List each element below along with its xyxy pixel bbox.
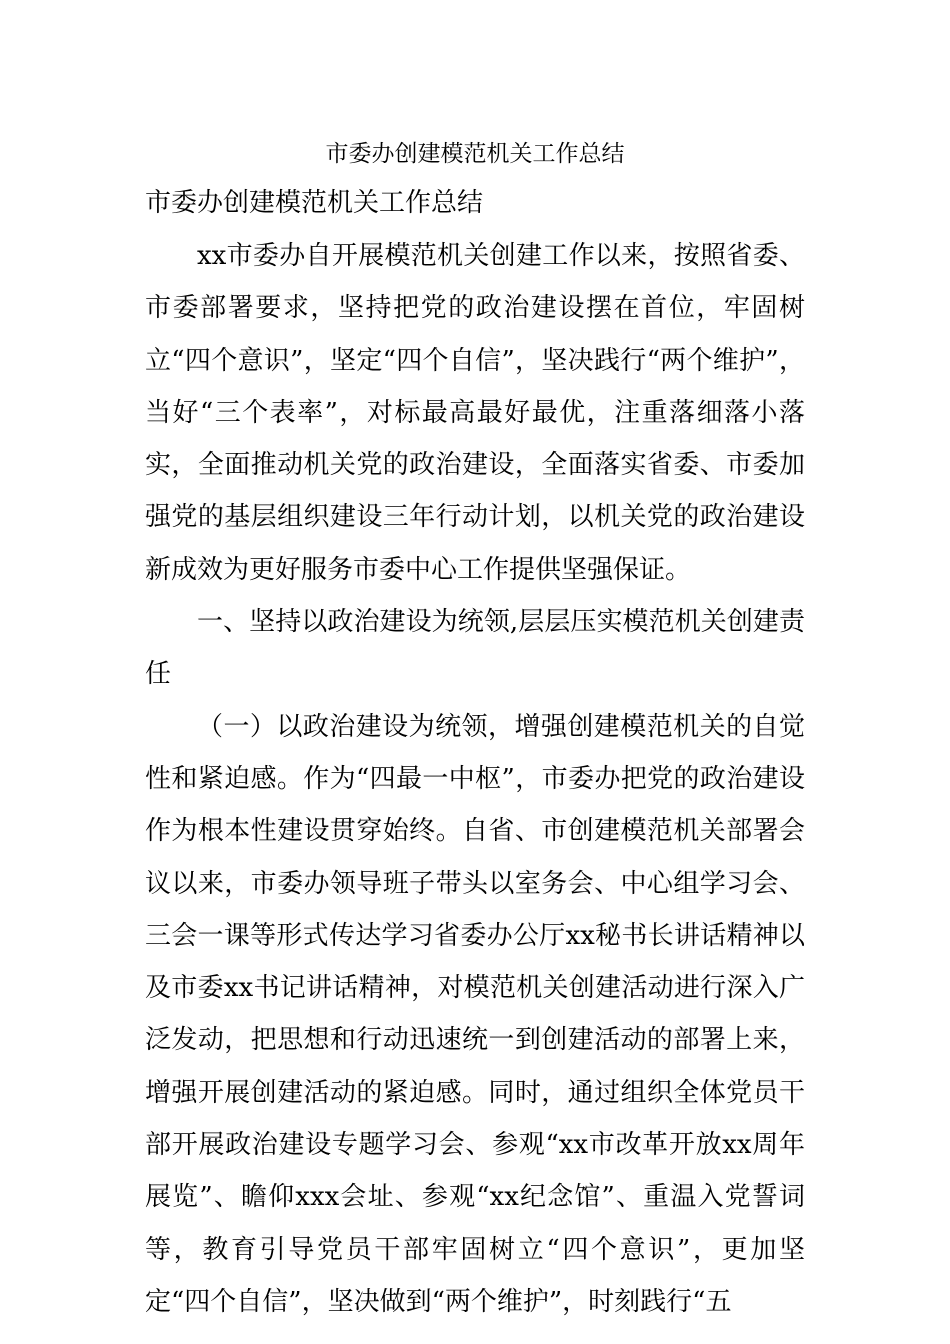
section-heading-1: 一、坚持以政治建设为统领,层层压实模范机关创建责任 <box>145 607 805 690</box>
paragraph-section-1-1: （一）以政治建设为统领，增强创建模范机关的自觉性和紧迫感。作为“四最一中枢”，市委办把党的政治建设作为根本性建设贯穿始终。自省、市创建模范机关部署会议以来，市委办领导班子带头以室务会、中心组学习会、三会一课等形式传达学习省委办公厅xx秘书长讲话精神以及市委xx书记讲话精神，对模范机关创建活动进行深入广泛发动，把思想和行动迅速统一到创建活动的部署上来，增强开展创建活动的紧迫感。同时，通过组织全体党员干部开展政治建设专题学习会、参观“xx市改革开放xx周年展览”、瞻仰xxx会址、参观“xx纪念馆”、重温入党誓词等，教育引导党员干部牢固树立“四个意识”，更加坚定“四个自信”，坚决做到“两个维护”，时刻践行“五 <box>145 711 805 1317</box>
document-title: 市委办创建模范机关工作总结 <box>325 141 625 167</box>
paragraph-intro: xx市委办自开展模范机关创建工作以来，按照省委、市委部署要求，坚持把党的政治建设摆在首位，牢固树立“四个意识”，坚定“四个自信”，坚决践行“两个维护”，当好“三个表率”，对标最高最好最优，注重落细落小落实，全面推动机关党的政治建设，全面落实省委、市委加强党的基层组织建设三年行动计划，以机关党的政治建设新成效为更好服务市委中心工作提供坚强保证。 <box>145 241 805 585</box>
document-subtitle: 市委办创建模范机关工作总结 <box>145 188 484 218</box>
document-body <box>145 230 805 1328</box>
